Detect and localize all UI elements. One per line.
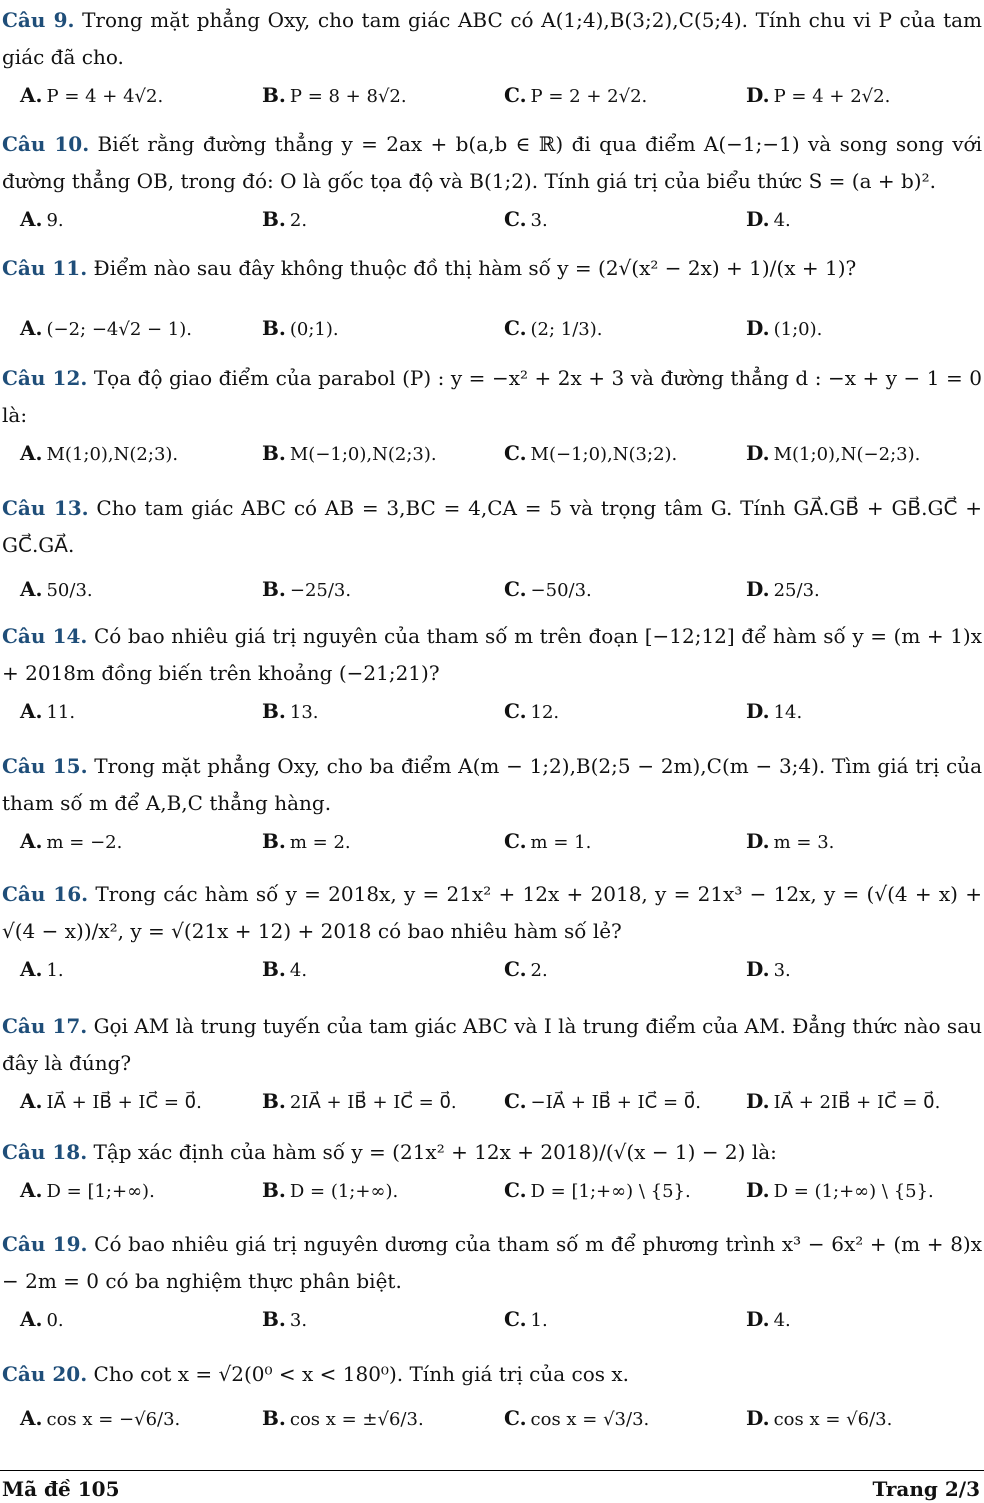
option-d[interactable]: D. IA⃗ + 2IB⃗ + IC⃗ = 0⃗. [746, 1089, 941, 1113]
question-stem [2, 618, 982, 692]
question-text: Tập xác định của hàm số y = (21x² + 12x + 2018)/(√(x − 1) − 2) là: [93, 1140, 777, 1164]
option-c[interactable]: C. −50/3. [504, 577, 592, 601]
question-text: Tọa độ giao điểm của parabol (P) : y = −x² + 2x + 3 và đường thẳng d : −x + y − 1 = 0 là: [2, 366, 983, 427]
question-text: Có bao nhiêu giá trị nguyên của tham số m trên đoạn [−12;12] để hàm số y = (m + 1)x + 2018m đồng biến trên khoảng (−21;21)? [2, 624, 982, 685]
question-stem [2, 876, 982, 950]
question-10 [2, 126, 982, 238]
option-d[interactable]: D. m = 3. [746, 829, 835, 853]
option-b[interactable]: B. 4. [262, 957, 308, 981]
answer-options [2, 1082, 982, 1120]
option-d[interactable]: D. 25/3. [746, 577, 820, 601]
question-stem [2, 1134, 982, 1171]
option-b[interactable]: B. cos x = ±√6/3. [262, 1406, 424, 1430]
question-stem [2, 360, 982, 434]
option-b[interactable]: B. D = (1;+∞). [262, 1178, 399, 1202]
option-b[interactable]: B. (0;1). [262, 316, 339, 340]
question-text: Trong mặt phẳng Oxy, cho tam giác ABC có A(1;4),B(3;2),C(5;4). Tính chu vi P của tam giác đã cho. [2, 8, 983, 69]
page-number: Trang 2/3 [872, 1477, 980, 1501]
question-14 [2, 618, 982, 730]
option-b[interactable]: B. 3. [262, 1307, 308, 1331]
exam-code: Mã đề 105 [2, 1477, 120, 1501]
question-stem [2, 1226, 982, 1300]
answer-options [2, 950, 982, 988]
option-c[interactable]: C. D = [1;+∞) \ {5}. [504, 1178, 691, 1202]
question-text: Biết rằng đường thẳng y = 2ax + b(a,b ∈ ℝ) đi qua điểm A(−1;−1) và song song với đường thẳng OB, trong đó: O là gốc tọa độ và B(1;2). Tính giá trị của biểu thức S = (a + b)². [2, 132, 982, 193]
option-a[interactable]: A. 0. [20, 1307, 64, 1331]
question-stem [2, 1356, 982, 1393]
question-number: Câu 13. [2, 496, 89, 520]
option-b[interactable]: B. 2. [262, 207, 308, 231]
question-stem [2, 1008, 982, 1082]
option-a[interactable]: A. 11. [20, 699, 76, 723]
question-15 [2, 748, 982, 860]
question-text: Gọi AM là trung tuyến của tam giác ABC và I là trung điểm của AM. Đẳng thức nào sau đây là đúng? [2, 1014, 982, 1075]
answer-options [2, 1399, 982, 1437]
option-d[interactable]: D. 4. [746, 207, 791, 231]
option-c[interactable]: C. cos x = √3/3. [504, 1406, 650, 1430]
question-number: Câu 14. [2, 624, 88, 648]
question-18 [2, 1134, 982, 1209]
option-c[interactable]: C. m = 1. [504, 829, 592, 853]
question-number: Câu 16. [2, 882, 89, 906]
answer-options [2, 1171, 982, 1209]
answer-options [2, 309, 982, 347]
answer-options [2, 822, 982, 860]
option-d[interactable]: D. M(1;0),N(−2;3). [746, 441, 921, 465]
question-text: Có bao nhiêu giá trị nguyên dương của tham số m để phương trình x³ − 6x² + (m + 8)x − 2m = 0 có ba nghiệm thực phân biệt. [2, 1232, 983, 1293]
question-20 [2, 1356, 982, 1437]
option-b[interactable]: B. 2IA⃗ + IB⃗ + IC⃗ = 0⃗. [262, 1089, 457, 1113]
option-d[interactable]: D. 14. [746, 699, 803, 723]
answer-options [2, 200, 982, 238]
option-c[interactable]: C. (2; 1/3). [504, 316, 603, 340]
option-b[interactable]: B. −25/3. [262, 577, 352, 601]
question-number: Câu 15. [2, 754, 88, 778]
option-c[interactable]: C. 2. [504, 957, 548, 981]
option-a[interactable]: A. (−2; −4√2 − 1). [20, 316, 193, 340]
question-9 [2, 2, 982, 114]
option-b[interactable]: B. 13. [262, 699, 319, 723]
option-c[interactable]: C. 1. [504, 1307, 548, 1331]
question-stem [2, 250, 982, 287]
option-a[interactable]: A. cos x = −√6/3. [20, 1406, 181, 1430]
option-c[interactable]: C. M(−1;0),N(3;2). [504, 441, 678, 465]
option-d[interactable]: D. 3. [746, 957, 791, 981]
option-c[interactable]: C. 12. [504, 699, 560, 723]
question-number: Câu 19. [2, 1232, 88, 1256]
question-stem [2, 2, 982, 76]
option-a[interactable]: A. P = 4 + 4√2. [20, 83, 164, 107]
page-footer [0, 1470, 984, 1503]
option-a[interactable]: A. M(1;0),N(2;3). [20, 441, 179, 465]
option-a[interactable]: A. 1. [20, 957, 64, 981]
answer-options [2, 434, 982, 472]
option-d[interactable]: D. P = 4 + 2√2. [746, 83, 891, 107]
question-13 [2, 490, 982, 608]
answer-options [2, 570, 982, 608]
option-a[interactable]: A. m = −2. [20, 829, 123, 853]
answer-options [2, 1300, 982, 1338]
question-text: Điểm nào sau đây không thuộc đồ thị hàm số y = (2√(x² − 2x) + 1)/(x + 1)? [93, 256, 857, 280]
question-12 [2, 360, 982, 472]
answer-options [2, 76, 982, 114]
question-number: Câu 11. [2, 256, 88, 280]
question-text: Trong các hàm số y = 2018x, y = 21x² + 12x + 2018, y = 21x³ − 12x, y = (√(4 + x) + √(4 − x))/x², y = √(21x + 12) + 2018 có bao nhiêu hàm số lẻ? [2, 882, 982, 943]
question-number: Câu 12. [2, 366, 88, 390]
option-a[interactable]: A. 50/3. [20, 577, 93, 601]
option-c[interactable]: C. 3. [504, 207, 548, 231]
option-d[interactable]: D. D = (1;+∞) \ {5}. [746, 1178, 934, 1202]
question-number: Câu 10. [2, 132, 90, 156]
question-number: Câu 20. [2, 1362, 88, 1386]
question-stem [2, 126, 982, 200]
option-c[interactable]: C. P = 2 + 2√2. [504, 83, 648, 107]
option-a[interactable]: A. IA⃗ + IB⃗ + IC⃗ = 0⃗. [20, 1089, 202, 1113]
question-17 [2, 1008, 982, 1120]
option-b[interactable]: B. P = 8 + 8√2. [262, 83, 407, 107]
option-c[interactable]: C. −IA⃗ + IB⃗ + IC⃗ = 0⃗. [504, 1089, 701, 1113]
question-number: Câu 9. [2, 8, 75, 32]
option-b[interactable]: B. M(−1;0),N(2;3). [262, 441, 437, 465]
option-d[interactable]: D. 4. [746, 1307, 791, 1331]
option-a[interactable]: A. D = [1;+∞). [20, 1178, 155, 1202]
question-stem [2, 490, 982, 564]
question-11 [2, 250, 982, 347]
question-number: Câu 17. [2, 1014, 88, 1038]
option-d[interactable]: D. cos x = √6/3. [746, 1406, 893, 1430]
question-text: Cho tam giác ABC có AB = 3,BC = 4,CA = 5 và trọng tâm G. Tính GA⃗.GB⃗ + GB⃗.GC⃗ + GC⃗.GA⃗. [2, 496, 982, 557]
question-stem [2, 748, 982, 822]
option-b[interactable]: B. m = 2. [262, 829, 351, 853]
question-19 [2, 1226, 982, 1338]
question-text: Trong mặt phẳng Oxy, cho ba điểm A(m − 1;2),B(2;5 − 2m),C(m − 3;4). Tìm giá trị của tham số m để A,B,C thẳng hàng. [2, 754, 982, 815]
option-a[interactable]: A. 9. [20, 207, 64, 231]
question-number: Câu 18. [2, 1140, 88, 1164]
question-16 [2, 876, 982, 988]
option-d[interactable]: D. (1;0). [746, 316, 823, 340]
question-text: Cho cot x = √2(0⁰ < x < 180⁰). Tính giá trị của cos x. [93, 1362, 630, 1386]
answer-options [2, 692, 982, 730]
